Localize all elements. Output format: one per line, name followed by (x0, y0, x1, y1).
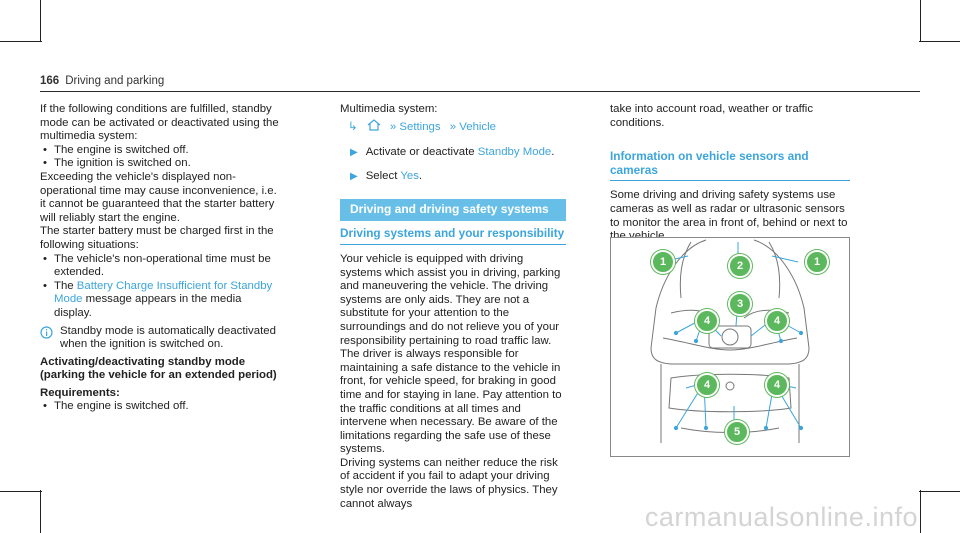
crop-mark (0, 491, 42, 492)
menu-path (340, 119, 566, 135)
header-rule (40, 91, 920, 92)
callout-2: 2 (728, 254, 752, 278)
chevron-right-icon: » (449, 120, 457, 133)
middle-column (340, 103, 566, 511)
text: . (551, 146, 555, 159)
path-arrow-icon: ↳ (348, 120, 358, 133)
situation-item (40, 280, 280, 321)
text: . (418, 169, 423, 182)
callout-4: 4 (765, 309, 789, 333)
procedure-heading: Activating/deactivating standby mode (parking the vehicle for an extended period) (40, 355, 277, 382)
yes-option[interactable]: Yes (400, 169, 419, 182)
watermark: carmanualsonline.info (644, 502, 918, 532)
requirements-label: Requirements: (40, 386, 120, 399)
standby-mode-option[interactable]: Standby Mode (477, 146, 552, 159)
crop-mark (920, 490, 921, 533)
display-message-link[interactable]: Battery Charge Insufficient for Standby Mode (54, 279, 273, 306)
note (40, 325, 280, 352)
page-header (40, 75, 164, 87)
callout-1: 1 (651, 250, 675, 274)
page-number: 166 (40, 75, 60, 87)
callout-4: 4 (695, 309, 719, 333)
right-column (610, 103, 850, 244)
multimedia-label: Multimedia system: (340, 103, 438, 115)
step (340, 146, 566, 160)
intro-text: If the following conditions are fulfilled, standby mode can be activated or deactivated using the multimedia system: (40, 103, 279, 143)
subsection-title: Driving systems and your responsibility (340, 227, 566, 245)
section-title: Driving and driving safety systems (340, 199, 566, 221)
step (340, 170, 566, 184)
callout-4: 4 (695, 373, 719, 397)
callout-4: 4 (765, 373, 789, 397)
callout-3: 3 (728, 292, 752, 316)
callout-1: 1 (805, 250, 829, 274)
text: Select (365, 169, 401, 182)
chapter-title: Driving and parking (65, 75, 165, 87)
info-icon (40, 326, 53, 339)
crop-mark (40, 490, 41, 533)
crop-mark (919, 41, 960, 42)
body-text: Some driving and driving safety systems use cameras as well as radar or ultrasonic sensors to monitor the area in front of, behind or next to (610, 189, 848, 229)
situation-item: • The vehicle's non-operational time must be extended. (40, 253, 280, 280)
step-arrow-icon: ▶ (350, 170, 358, 182)
menu-settings[interactable]: Settings (399, 120, 441, 133)
left-column (40, 103, 280, 414)
text: message appears in the media display. (54, 293, 242, 319)
chevron-right-icon: » (389, 120, 397, 133)
crop-mark (919, 491, 960, 492)
home-icon[interactable] (367, 119, 381, 131)
body-text: Your vehicle is equipped with driving systems which assist you in driving, parking and maneuvering the vehicle. The driving systems are only aids. They are not a substitute for your attention to the surroundings and do not relieve you of your responsibility pertaining to road traffic law. The driver is always responsible for maintaining a safe distance to the vehicle in front, for vehicle speed, for braking in good time and for staying in lane. Pay attention to the traffic conditions at all times and intervene when necessary. Be aware of the limitations regarding the safe use of these systems. (340, 252, 562, 456)
body-text: Driving systems can neither reduce the risk of accident if you fail to adapt your driving style nor override the laws of physics. They cannot always (340, 456, 558, 510)
note-text: Standby mode is automatically deactivated when the ignition is switched on. (60, 324, 276, 351)
condition-item: • The engine is switched off. (40, 144, 280, 158)
text: The (54, 279, 77, 292)
callout-5: 5 (725, 420, 749, 444)
paragraph: Exceeding the vehicle's displayed non-operational time may cause inconvenience, i.e. it cannot be guaranteed that the starter battery will reliably start the engine. (40, 170, 277, 224)
crop-mark (0, 41, 42, 42)
crop-mark (920, 0, 921, 42)
requirement-item: • The engine is switched off. (40, 400, 280, 414)
paragraph: The starter battery must be charged first in the following situations: (40, 225, 274, 251)
continued-text: take into account road, weather or traffic conditions. (610, 103, 814, 129)
condition-item: • The ignition is switched on. (40, 157, 280, 171)
crop-mark (40, 0, 41, 42)
menu-vehicle[interactable]: Vehicle (459, 120, 496, 133)
vehicle-sensors-figure (610, 237, 850, 457)
subsection-title: Information on vehicle sensors and cameras (610, 150, 850, 181)
text: Activate or deactivate (365, 146, 478, 159)
step-arrow-icon: ▶ (350, 147, 358, 159)
